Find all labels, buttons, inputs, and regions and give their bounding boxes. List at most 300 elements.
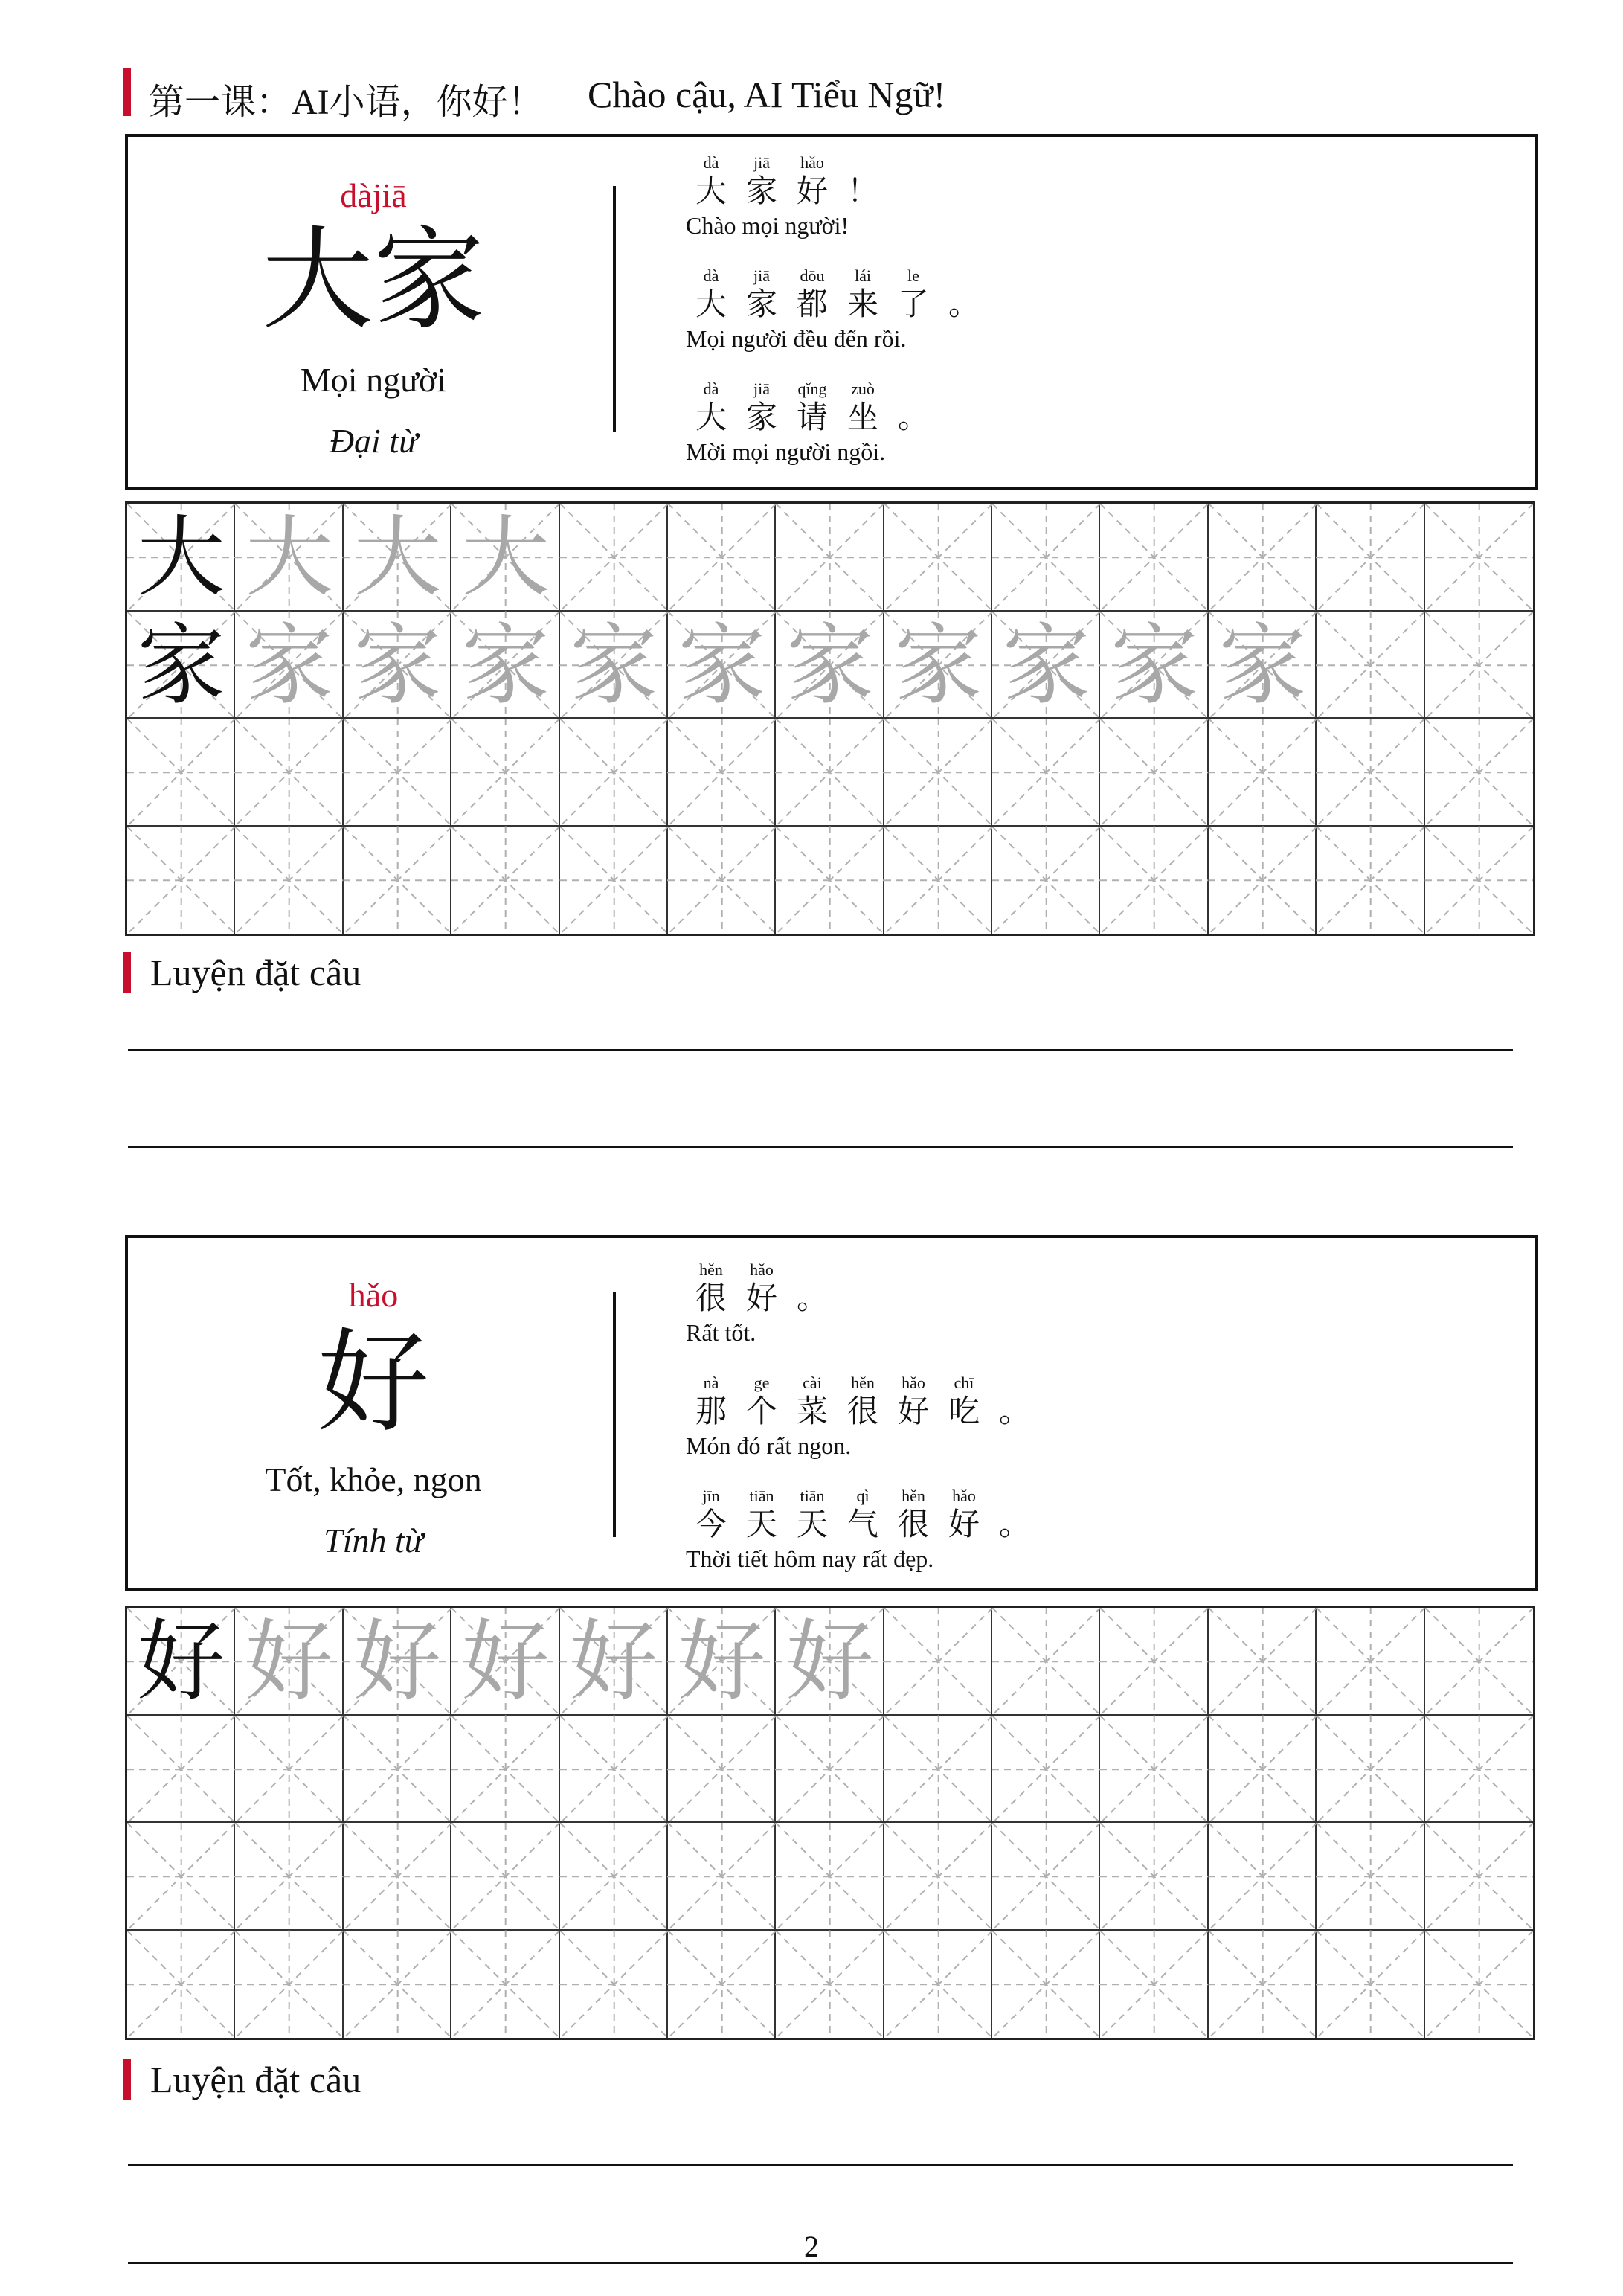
grid-guides	[1425, 1823, 1533, 1931]
example-pinyin-syllable: dà	[703, 379, 719, 398]
grid-cell[interactable]	[1317, 1608, 1424, 1716]
trace-character: 大	[461, 506, 550, 609]
example-sentence	[686, 1487, 1040, 1573]
grid-cell[interactable]	[992, 827, 1100, 934]
grid-cell[interactable]	[1425, 1931, 1533, 2039]
grid-cell[interactable]	[344, 1608, 451, 1716]
grid-cell[interactable]	[1100, 504, 1208, 612]
example-translation: Rất tốt.	[686, 1319, 756, 1346]
grid-cell[interactable]	[451, 1823, 559, 1931]
example-hanzi-char: 天	[745, 1506, 777, 1542]
model-character: 家	[137, 613, 225, 716]
grid-cell[interactable]	[127, 719, 235, 827]
grid-cell[interactable]	[1100, 827, 1208, 934]
grid-cell[interactable]	[992, 719, 1100, 827]
example-pinyin-syllable: jiā	[753, 153, 770, 172]
grid-cell[interactable]	[235, 1608, 343, 1716]
grid-cell[interactable]	[1317, 1823, 1424, 1931]
example-hanzi-char: 来	[846, 286, 878, 322]
grid-guides	[776, 827, 884, 934]
example-pinyin-syllable: dà	[703, 266, 719, 285]
example-pinyin-syllable: jiā	[753, 266, 770, 285]
grid-cell[interactable]	[344, 1823, 451, 1931]
trace-character: 家	[1111, 613, 1199, 716]
grid-guides	[344, 719, 451, 827]
grid-guides	[1317, 612, 1424, 719]
grid-guides	[1100, 1608, 1208, 1716]
grid-cell[interactable]	[776, 612, 884, 719]
example-sentence	[686, 153, 888, 240]
grid-cell[interactable]	[668, 1931, 776, 2039]
grid-guides	[1209, 504, 1317, 612]
grid-guides	[235, 827, 343, 934]
example-hanzi-char: 。	[796, 1280, 828, 1316]
example-hanzi-char: 家	[745, 173, 777, 209]
word-meaning: Mọi người	[300, 361, 447, 399]
trace-character: 好	[785, 1610, 874, 1713]
trace-character: 好	[245, 1610, 334, 1713]
grid-guides	[992, 1823, 1100, 1931]
example-hanzi-char: 坐	[846, 399, 878, 435]
example-hanzi-char: 好	[745, 1280, 777, 1316]
grid-cell[interactable]	[344, 1716, 451, 1824]
grid-cell[interactable]	[1209, 1823, 1317, 1931]
writing-line[interactable]	[128, 1146, 1513, 1148]
grid-guides	[127, 1931, 235, 2039]
grid-guides	[1100, 504, 1208, 612]
example-pinyin-syllable: hěn	[902, 1487, 925, 1505]
word-hanzi: 大家	[261, 216, 485, 345]
card-divider	[613, 1292, 616, 1537]
trace-character: 好	[461, 1610, 550, 1713]
grid-cell[interactable]	[451, 504, 559, 612]
grid-guides	[992, 504, 1100, 612]
grid-cell[interactable]	[560, 612, 668, 719]
grid-cell[interactable]	[1100, 1608, 1208, 1716]
grid-cell[interactable]	[344, 1931, 451, 2039]
grid-guides	[1209, 1608, 1317, 1716]
example-hanzi-char: 好	[796, 173, 828, 209]
model-character: 大	[137, 506, 225, 609]
word-pinyin: dàjiā	[340, 176, 407, 214]
grid-guides	[992, 719, 1100, 827]
example-pinyin-syllable: jīn	[702, 1487, 720, 1505]
grid-cell[interactable]	[776, 827, 884, 934]
example-hanzi-char: 家	[745, 286, 777, 322]
grid-cell[interactable]	[884, 612, 992, 719]
grid-cell[interactable]	[668, 612, 776, 719]
grid-cell[interactable]	[1100, 612, 1208, 719]
grid-cell[interactable]	[344, 612, 451, 719]
example-pinyin-syllable: jiā	[753, 379, 770, 398]
word-meaning: Tốt, khỏe, ngon	[265, 1460, 482, 1498]
writing-grid-hao[interactable]	[125, 1606, 1535, 2040]
grid-cell[interactable]	[127, 504, 235, 612]
grid-guides	[1209, 1823, 1317, 1931]
example-pinyin-syllable: nà	[703, 1373, 719, 1392]
grid-cell[interactable]	[1209, 504, 1317, 612]
grid-cell[interactable]	[884, 1823, 992, 1931]
grid-cell[interactable]	[127, 1931, 235, 2039]
grid-guides	[235, 1716, 343, 1824]
grid-guides	[992, 827, 1100, 934]
grid-guides	[1317, 1823, 1424, 1931]
example-pinyin-syllable: zuò	[851, 379, 875, 398]
grid-cell[interactable]	[235, 827, 343, 934]
grid-cell[interactable]	[992, 1716, 1100, 1824]
grid-cell[interactable]	[344, 827, 451, 934]
writing-line[interactable]	[128, 2164, 1513, 2166]
grid-cell[interactable]	[127, 1716, 235, 1824]
grid-guides	[1209, 827, 1317, 934]
page-number: 2	[804, 2230, 819, 2263]
grid-guides	[1100, 1716, 1208, 1824]
grid-cell[interactable]	[1100, 1931, 1208, 2039]
example-sentence	[686, 266, 989, 353]
trace-character: 家	[894, 613, 983, 716]
example-translation: Chào mọi người!	[686, 212, 849, 239]
grid-guides	[344, 1823, 451, 1931]
vocab-card-hao	[125, 1235, 1538, 1591]
grid-cell[interactable]	[127, 1608, 235, 1716]
grid-cell[interactable]	[776, 1608, 884, 1716]
grid-guides	[884, 1608, 992, 1716]
grid-cell[interactable]	[560, 1608, 668, 1716]
practice-accent-bar	[123, 2059, 131, 2100]
grid-guides	[776, 1931, 884, 2039]
trace-character: 家	[461, 613, 550, 716]
grid-cell[interactable]	[560, 1716, 668, 1824]
example-hanzi-char: 吃	[948, 1393, 980, 1429]
grid-cell[interactable]	[992, 1608, 1100, 1716]
example-pinyin-syllable	[989, 1487, 1040, 1506]
example-pinyin-syllable: lái	[855, 266, 871, 285]
vocab-card-dajia	[125, 134, 1538, 490]
example-pinyin-syllable: le	[907, 266, 919, 285]
grid-guides	[1425, 1608, 1533, 1716]
example-pinyin-syllable	[787, 1260, 838, 1280]
grid-guides	[1425, 504, 1533, 612]
grid-cell[interactable]	[1425, 504, 1533, 612]
grid-guides	[560, 1931, 668, 2039]
example-hanzi-char: 个	[745, 1393, 777, 1429]
grid-guides	[1100, 827, 1208, 934]
grid-guides	[1317, 1608, 1424, 1716]
grid-guides	[1425, 612, 1533, 719]
grid-cell[interactable]	[1425, 1823, 1533, 1931]
grid-cell[interactable]	[1317, 827, 1424, 934]
example-hanzi-char: 今	[695, 1506, 727, 1542]
grid-cell[interactable]	[560, 504, 668, 612]
grid-guides	[1209, 719, 1317, 827]
grid-cell[interactable]	[127, 612, 235, 719]
trace-character: 好	[678, 1610, 766, 1713]
grid-guides	[235, 1823, 343, 1931]
example-pinyin-syllable: hǎo	[902, 1373, 925, 1392]
grid-cell[interactable]	[1209, 1608, 1317, 1716]
example-hanzi-char: ！	[846, 173, 878, 209]
grid-guides	[1425, 827, 1533, 934]
grid-guides	[1209, 1931, 1317, 2039]
grid-cell[interactable]	[1425, 612, 1533, 719]
example-pinyin-syllable	[939, 266, 989, 286]
trace-character: 家	[785, 613, 874, 716]
grid-cell[interactable]	[560, 1823, 668, 1931]
grid-cell[interactable]	[235, 1716, 343, 1824]
grid-cell[interactable]	[668, 1823, 776, 1931]
grid-guides	[884, 1716, 992, 1824]
grid-guides	[451, 827, 559, 934]
example-translation: Mời mọi người ngồi.	[686, 438, 886, 465]
grid-guides	[668, 1823, 776, 1931]
grid-cell[interactable]	[1209, 827, 1317, 934]
example-hanzi-char: 很	[695, 1280, 727, 1316]
grid-cell[interactable]	[668, 719, 776, 827]
grid-cell[interactable]	[992, 1931, 1100, 2039]
grid-guides	[235, 719, 343, 827]
grid-guides	[1317, 1716, 1424, 1824]
grid-cell[interactable]	[1100, 719, 1208, 827]
grid-guides	[127, 827, 235, 934]
example-hanzi-char: 。	[998, 1506, 1030, 1542]
grid-cell[interactable]	[451, 1608, 559, 1716]
grid-cell[interactable]	[884, 1931, 992, 2039]
example-hanzi-char: 家	[745, 399, 777, 435]
example-hanzi-char: 很	[846, 1393, 878, 1429]
grid-guides	[1100, 1931, 1208, 2039]
grid-cell[interactable]	[451, 612, 559, 719]
grid-cell[interactable]	[668, 1716, 776, 1824]
grid-guides	[668, 1716, 776, 1824]
grid-guides	[776, 1823, 884, 1931]
example-sentence	[686, 1260, 838, 1347]
grid-guides	[1317, 827, 1424, 934]
grid-cell[interactable]	[1425, 1716, 1533, 1824]
grid-cell[interactable]	[1209, 612, 1317, 719]
grid-cell[interactable]	[884, 1608, 992, 1716]
grid-guides	[884, 719, 992, 827]
model-character: 好	[137, 1610, 225, 1713]
grid-guides	[127, 1823, 235, 1931]
grid-guides	[344, 1931, 451, 2039]
grid-cell[interactable]	[451, 719, 559, 827]
grid-cell[interactable]	[1100, 1716, 1208, 1824]
example-hanzi-char: 气	[846, 1506, 878, 1542]
grid-cell[interactable]	[451, 1931, 559, 2039]
grid-cell[interactable]	[235, 612, 343, 719]
grid-guides	[451, 1823, 559, 1931]
grid-cell[interactable]	[884, 1716, 992, 1824]
example-hanzi-char: 好	[897, 1393, 929, 1429]
grid-cell[interactable]	[451, 1716, 559, 1824]
example-hanzi-char: 。	[897, 399, 929, 435]
example-hanzi-char: 好	[948, 1506, 980, 1542]
grid-cell[interactable]	[668, 827, 776, 934]
grid-guides	[668, 719, 776, 827]
example-pinyin-syllable: hǎo	[750, 1260, 774, 1279]
grid-guides	[451, 1716, 559, 1824]
trace-character: 大	[245, 506, 334, 609]
example-pinyin-syllable: dōu	[800, 266, 825, 285]
trace-character: 家	[678, 613, 766, 716]
grid-guides	[560, 827, 668, 934]
example-hanzi-char: 大	[695, 173, 727, 209]
example-hanzi-char: 大	[695, 286, 727, 322]
grid-guides	[1425, 1931, 1533, 2039]
example-pinyin-syllable: hǎo	[952, 1487, 976, 1505]
word-part-of-speech: Đại từ	[329, 422, 418, 460]
example-hanzi-char: 都	[796, 286, 828, 322]
writing-line[interactable]	[128, 1049, 1513, 1051]
grid-cell[interactable]	[776, 1931, 884, 2039]
grid-guides	[1209, 1716, 1317, 1824]
trace-character: 家	[1002, 613, 1090, 716]
grid-cell[interactable]	[560, 827, 668, 934]
grid-guides	[451, 1931, 559, 2039]
grid-cell[interactable]	[992, 504, 1100, 612]
example-hanzi-char: 大	[695, 399, 727, 435]
grid-cell[interactable]	[1209, 719, 1317, 827]
grid-cell[interactable]	[776, 719, 884, 827]
example-translation: Mọi người đều đến rồi.	[686, 325, 907, 352]
grid-cell[interactable]	[560, 1931, 668, 2039]
grid-cell[interactable]	[451, 827, 559, 934]
grid-cell[interactable]	[127, 827, 235, 934]
example-pinyin-syllable: chī	[954, 1373, 974, 1392]
grid-guides	[992, 1931, 1100, 2039]
example-hanzi-char: 天	[796, 1506, 828, 1542]
example-pinyin-syllable: hěn	[851, 1373, 875, 1392]
grid-cell[interactable]	[235, 719, 343, 827]
example-hanzi-char: 了	[897, 286, 929, 322]
lesson-title-vietnamese: Chào cậu, AI Tiểu Ngữ!	[588, 74, 946, 115]
lesson-title-chinese: 第一课：AI小语，你好！	[149, 83, 544, 122]
grid-guides	[560, 504, 668, 612]
grid-guides	[127, 1716, 235, 1824]
example-hanzi-char: 菜	[796, 1393, 828, 1429]
example-pinyin-syllable: ge	[753, 1373, 770, 1392]
grid-guides	[776, 1716, 884, 1824]
grid-cell[interactable]	[1100, 1823, 1208, 1931]
trace-character: 家	[570, 613, 658, 716]
example-translation: Thời tiết hôm nay rất đẹp.	[686, 1545, 934, 1572]
example-hanzi-char: 请	[796, 399, 828, 435]
grid-cell[interactable]	[1209, 1931, 1317, 2039]
grid-guides	[1317, 504, 1424, 612]
grid-guides	[560, 1823, 668, 1931]
grid-cell[interactable]	[560, 719, 668, 827]
grid-cell[interactable]	[992, 612, 1100, 719]
example-hanzi-char: 。	[948, 286, 980, 322]
grid-guides	[668, 827, 776, 934]
header-accent-bar	[123, 68, 131, 116]
example-pinyin-syllable: tiān	[749, 1487, 774, 1505]
example-pinyin-syllable: qǐng	[797, 379, 827, 398]
example-hanzi-char: 。	[998, 1393, 1030, 1429]
trace-character: 大	[353, 506, 442, 609]
grid-guides	[884, 504, 992, 612]
grid-cell[interactable]	[992, 1823, 1100, 1931]
grid-cell[interactable]	[1317, 719, 1424, 827]
grid-guides	[884, 1931, 992, 2039]
grid-guides	[884, 827, 992, 934]
example-pinyin-syllable: hǎo	[800, 153, 824, 172]
grid-guides	[668, 1931, 776, 2039]
example-pinyin-syllable: cài	[803, 1373, 822, 1392]
trace-character: 家	[1218, 613, 1307, 716]
grid-cell[interactable]	[235, 504, 343, 612]
grid-guides	[235, 1931, 343, 2039]
word-pinyin: hǎo	[348, 1276, 399, 1314]
grid-cell[interactable]	[235, 1823, 343, 1931]
writing-grid-dajia[interactable]	[125, 501, 1535, 936]
grid-cell[interactable]	[1317, 504, 1424, 612]
grid-guides	[776, 504, 884, 612]
grid-cell[interactable]	[344, 504, 451, 612]
grid-guides	[1317, 1931, 1424, 2039]
example-pinyin-syllable: dà	[703, 153, 719, 172]
grid-cell[interactable]	[1209, 1716, 1317, 1824]
example-pinyin-syllable	[888, 379, 939, 399]
trace-character: 好	[570, 1610, 658, 1713]
grid-guides	[1100, 1823, 1208, 1931]
grid-guides	[344, 827, 451, 934]
example-hanzi-char: 很	[897, 1506, 929, 1542]
grid-cell[interactable]	[1317, 1931, 1424, 2039]
grid-cell[interactable]	[1317, 1716, 1424, 1824]
grid-cell[interactable]	[668, 1608, 776, 1716]
example-sentence	[686, 1373, 1040, 1460]
example-pinyin-syllable	[989, 1373, 1040, 1393]
trace-character: 家	[353, 613, 442, 716]
grid-guides	[1100, 719, 1208, 827]
sentence-practice-label: Luyện đặt câu	[150, 952, 361, 993]
example-pinyin-syllable: qì	[856, 1487, 870, 1505]
grid-cell[interactable]	[776, 1716, 884, 1824]
word-hanzi: 好	[317, 1318, 429, 1448]
grid-guides	[344, 1716, 451, 1824]
grid-cell[interactable]	[776, 504, 884, 612]
grid-cell[interactable]	[1425, 719, 1533, 827]
example-pinyin-syllable	[838, 153, 888, 173]
grid-cell[interactable]	[884, 719, 992, 827]
grid-cell[interactable]	[1425, 827, 1533, 934]
grid-cell[interactable]	[884, 504, 992, 612]
word-part-of-speech: Tính từ	[324, 1521, 423, 1559]
grid-cell[interactable]	[776, 1823, 884, 1931]
practice-accent-bar	[123, 952, 131, 993]
grid-guides	[1425, 1716, 1533, 1824]
grid-guides	[884, 1823, 992, 1931]
grid-cell[interactable]	[1317, 612, 1424, 719]
grid-guides	[776, 719, 884, 827]
grid-cell[interactable]	[668, 504, 776, 612]
grid-guides	[451, 719, 559, 827]
grid-cell[interactable]	[1425, 1608, 1533, 1716]
trace-character: 好	[353, 1610, 442, 1713]
example-sentence	[686, 379, 939, 466]
example-translation: Món đó rất ngon.	[686, 1432, 852, 1459]
grid-guides	[1425, 719, 1533, 827]
grid-cell[interactable]	[127, 1823, 235, 1931]
grid-cell[interactable]	[884, 827, 992, 934]
card-divider	[613, 186, 616, 432]
grid-guides	[668, 504, 776, 612]
grid-cell[interactable]	[344, 719, 451, 827]
grid-cell[interactable]	[235, 1931, 343, 2039]
grid-guides	[127, 719, 235, 827]
sentence-practice-label: Luyện đặt câu	[150, 2059, 361, 2100]
